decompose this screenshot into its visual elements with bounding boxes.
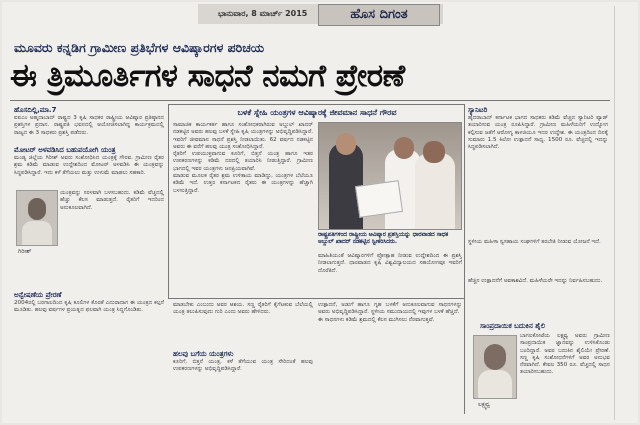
- left-subhead-2: ಅನ್ವೇಷಣೆಯ ಪ್ರೇರಣೆ: [14, 291, 62, 299]
- page-edge: [614, 6, 615, 420]
- left-text-1: ಐಐಎಂ ಅಹ್ಮದಾಬಾದ್ ರಾಷ್ಟ್ರದ 3 ಕೃಷಿ ಸಾಧಕರ ರಾಷ್ಟ್ರೀಯ ಆವಿಷ್ಕಾರ ಪ್ರತಿಷ್ಠಾನದ ಪ್ರಶಸ್ತಿಗಳ ಪ್ರದಾನ. ರಾಷ್ಟ್ರಪತಿ ಭವನದಲ್ಲಿ ಆಯೋಜಿಸಲಾಗಿದ್ದ ಕಾರ್ಯಕ್ರಮದಲ್ಲಿ ರಾಜ್ಯದ ಈ 3 ಸಾಧಕರು ಪ್ರಶಸ್ತಿ ಪಡೆದರು.: [14, 115, 164, 136]
- right-subhead-1: ಸ್ಯಾನಿಟರಿ: [468, 106, 488, 114]
- newspaper-name: ಹೊಸ ದಿಗಂತ: [318, 4, 440, 26]
- left-subhead-1: ಮೋಟರ್ ಅಳವಡಿಸಿದ ಬಹುಪಯೋಗಿ ಯಂತ್ರ: [14, 146, 116, 154]
- left-text-3: ಯಂತ್ರವನ್ನು ಸರಳವಾಗಿ ಬಳಸಬಹುದು. ಕಡಿಮೆ ವೆಚ್ಚದಲ್ಲಿ ಹೆಚ್ಚು ಕೆಲಸ ಮಾಡುತ್ತದೆ. ರೈತರಿಗೆ ಇದರಿಂದ ಅನುಕೂಲವಾಗಿದೆ.: [60, 190, 164, 211]
- column-rule-right: [464, 104, 465, 414]
- main-headline: ಈ ತ್ರಿಮೂರ್ತಿಗಳ ಸಾಧನೆ ನಮಗೆ ಪ್ರೇರಣೆ: [10, 58, 405, 94]
- center-text-1: ಸಾಮಾಜಿಕ ಕಾರ್ಯಕರ್ತ ಹಾಗೂ ಸಂಶೋಧಕರಾಗಿರುವ ಅಬ್ದುಲ್ ಖಾದರ್ ನಡಕಟ್ಟಿನ ಅವರು ಹಲವು ಬಳಕೆ ಸ್ನೇಹಿ ಕೃಷಿ ಯಂತ್ರಗಳನ್ನು ಅಭಿವೃದ್ಧಿಪಡಿಸಿದ್ದಾರೆ. ಇವರಿಗೆ ಜೀವಮಾನ ಸಾಧನೆ ಪ್ರಶಸ್ತಿ ನೀಡಲಾಯಿತು. 62 ವರ್ಷದ ನಡಕಟ್ಟಿನ ಅವರು ಈ ವರೆಗೆ ಹಲವು ಯಂತ್ರ ಸಂಶೋಧಿಸಿದ್ದಾರೆ. ರೈತರಿಗೆ ಉಪಯುಕ್ತವಾಗುವ ಕೂರಿಗೆ, ಬಿತ್ತನೆ ಯಂತ್ರ ಹಾಗೂ ಇತರ ಉಪಕರಣಗಳನ್ನು ಕಡಿಮೆ ದರದಲ್ಲಿ ತಯಾರಿಸಿ ನೀಡುತ್ತಿದ್ದಾರೆ. ಗ್ರಾಮೀಣ ಭಾಗದಲ್ಲಿ ಇವರ ಯಂತ್ರಗಳು ಜನಪ್ರಿಯವಾಗಿವೆ. ಮಾಡುವ ಮೂಲಕ ರೈತರ ಶ್ರಮ ಉಳಿತಾಯ ಮಾಡಿದ್ದು, ಯಂತ್ರಗಳ ಬೆಲೆಯೂ ಕಡಿಮೆ ಇದೆ. ಉತ್ತರ ಕರ್ನಾಟಕದ ರೈತರು ಈ ಯಂತ್ರಗಳನ್ನು ಹೆಚ್ಚಾಗಿ ಬಳಸುತ್ತಿದ್ದಾರೆ.: [173, 122, 313, 194]
- right-subhead-2: ಸಾಂಪ್ರದಾಯಿಕ ಬದುಕಿನ ಶೈಲಿ: [480, 322, 546, 330]
- left-text-2: ಮಂಡ್ಯ ಜಿಲ್ಲೆಯ ಗಿರೀಶ್ ಅವರು ಸಂಶೋಧಿಸಿದ ಯಂತ್ರಕ್ಕೆ ಗೌರವ. ಗ್ರಾಮೀಣ ರೈತರ ಶ್ರಮ ಕಡಿಮೆ ಮಾಡುವ ಉದ್ದೇಶದಿಂದ ಮೋಟರ್ ಅಳವಡಿಸಿ ಈ ಯಂತ್ರವನ್ನು ಸಿದ್ಧಪಡಿಸಿದ್ದಾರೆ. ಇದು ಕಳೆ ತೆಗೆಯಲು ಮತ್ತು ಉಳುಮೆ ಮಾಡಲು ಸಹಕಾರಿ.: [14, 155, 164, 176]
- lakshmavva-photo: [473, 335, 517, 399]
- column-rule-left: [168, 104, 169, 299]
- center-text-4: ಮಾಹಿತಿಯಂತೆ ಆವಿಷ್ಕಾರಗಳಿಗೆ ಪ್ರೋತ್ಸಾಹ ನೀಡುವ ಉದ್ದೇಶದಿಂದ ಈ ಪ್ರಶಸ್ತಿ ನೀಡಲಾಗುತ್ತದೆ. ಧಾರವಾಡದ ಕೃಷಿ ವಿಶ್ವವಿದ್ಯಾಲಯದ ಸಹಯೋಗವೂ ಇವರಿಗೆ ದೊರೆತಿದೆ.: [318, 253, 462, 274]
- lakshmavva-caption: ಲಕ್ಷ್ಮವ್ವ: [478, 401, 490, 408]
- center-subhead: ಹಲವು ಬಗೆಯ ಯಂತ್ರಗಳು: [173, 350, 234, 358]
- dateline: ಹೊಸದಿಲ್ಲಿ,ಮಾ.7: [14, 106, 57, 114]
- headline-rule: [10, 100, 610, 101]
- right-text-4: ಬಾಗಲಕೋಟೆಯ ಲಕ್ಷ್ಮವ್ವ ಅವರು ಗ್ರಾಮೀಣ ಸಾಂಪ್ರದಾಯಿಕ ಜ್ಞಾನವನ್ನು ಉಳಿಸಿಕೊಂಡು ಬಂದಿದ್ದಾರೆ. ಅವರ ಬದುಕಿನ ಶೈಲಿಯೇ ಪ್ರೇರಣೆ. ಸಣ್ಣ ಕೃಷಿ ಸಂಶೋಧನೆಗಳಿಗೆ ಅವರ ಅನುಭವ ನೆರವಾಗಿದೆ. ಕೇವಲ 350 ರೂ. ವೆಚ್ಚದಲ್ಲಿ ಸಾಧನ ತಯಾರಿಸಬಹುದು.: [520, 333, 610, 376]
- award-photo-caption: ರಾಷ್ಟ್ರಪತಿಗಳಿಂದ ರಾಷ್ಟ್ರೀಯ ಆವಿಷ್ಕಾರ ಪ್ರಶಸ್ತಿಯನ್ನು ಧಾರವಾಡದ ಸಾಧಕ ಅಬ್ದುಲ್ ಖಾದರ್ ನಡಕಟ್ಟಿನ ಸ್ವೀಕರಿಸಿದರು.: [318, 232, 449, 246]
- right-text-2: ಸ್ಥಳೀಯ ಮಹಿಳಾ ಸ್ವಸಹಾಯ ಸಂಘಗಳಿಗೆ ತರಬೇತಿ ನೀಡುವ ಯೋಜನೆ ಇದೆ.: [468, 239, 601, 245]
- right-text-5: ಉತ್ಪಾದನೆ, ಅಡುಗೆ ಹಾಗೂ ಗೃಹ ಬಳಕೆಗೆ ಅನುಕೂಲವಾಗುವ ಸಾಧನಗಳನ್ನು ಅವರು ಅಭಿವೃದ್ಧಿಪಡಿಸಿದ್ದಾರೆ. ಸ್ಥಳೀಯ ಸಮುದಾಯದಲ್ಲಿ ಇವುಗಳ ಬಳಕೆ ಹೆಚ್ಚಿದೆ. ಈ ಸಾಧನಗಳು ಕಡಿಮೆ ಶ್ರಮದಲ್ಲಿ ಕೆಲಸ ಮುಗಿಸಲು ನೆರವಾಗುತ್ತವೆ.: [318, 302, 462, 323]
- box-top-rule: [168, 104, 464, 105]
- girish-photo: [16, 190, 58, 246]
- left-text-4: 2004ರಲ್ಲಿ ಬರಗಾಲದಿಂದ ಕೃಷಿ ಕೂಲಿಗಳ ಕೊರತೆ ಎದುರಾದಾಗ ಈ ಯಂತ್ರದ ಕಲ್ಪನೆ ಮೂಡಿತು. ಹಲವು ವರ್ಷಗಳ ಪ್ರಯತ್ನದ ಫಲವಾಗಿ ಯಂತ್ರ ಸಿದ್ಧಗೊಂಡಿತು.: [14, 300, 164, 314]
- box-bottom-rule: [168, 298, 464, 299]
- right-text-3: ಹೆಚ್ಚಿನ ಉತ್ಪಾದನೆಗೆ ಅವಕಾಶವಿದೆ. ಮಹಿಳೆಯರೇ ಇದನ್ನು ನಿರ್ವಹಿಸಬಹುದು.: [468, 278, 603, 284]
- center-bottom-text-2: ಕೂರಿಗೆ, ಬಿತ್ತನೆ ಯಂತ್ರ, ಕಳೆ ತೆಗೆಯುವ ಯಂತ್ರ ಸೇರಿದಂತೆ ಹಲವು ಉಪಕರಣಗಳನ್ನು ಅಭಿವೃದ್ಧಿಪಡಿಸಿದ್ದಾರೆ.: [173, 359, 313, 373]
- award-photo: [318, 122, 462, 230]
- kicker-line: ಮೂವರು ಕನ್ನಡಿಗ ಗ್ರಾಮೀಣ ಪ್ರತಿಭೆಗಳ ಆವಿಷ್ಕಾರಗಳ ಪರಿಚಯ: [14, 40, 265, 55]
- issue-date: ಭಾನುವಾರ, 8 ಮಾರ್ಚ್ 2015: [218, 9, 308, 18]
- girish-caption: ಗಿರೀಶ್: [18, 248, 32, 255]
- center-box-title: ಬಳಕೆ ಸ್ನೇಹಿ ಯಂತ್ರಗಳ ಆವಿಷ್ಕಾರಕ್ಕೆ ಜೀವಮಾನ ಸಾಧನೆ ಗೌರವ: [237, 108, 397, 117]
- right-text-1: ಹೈದರಾಬಾದ್ ಕರ್ನಾಟಕ ಭಾಗದ ಸಾಧಕರು ಕಡಿಮೆ ವೆಚ್ಚದ ಸ್ಯಾನಿಟರಿ ಪ್ಯಾಡ್ ತಯಾರಿಸುವ ಯಂತ್ರ ರೂಪಿಸಿದ್ದಾರೆ. ಗ್ರಾಮೀಣ ಮಹಿಳೆಯರಿಗೆ ಉದ್ಯೋಗ ಕಲ್ಪಿಸುವ ಜತೆಗೆ ಆರೋಗ್ಯ ಕಾಳಜಿಯೂ ಇದರ ಉದ್ದೇಶ. ಈ ಯಂತ್ರದಿಂದ ದಿನಕ್ಕೆ ಸುಮಾರು 1.5 ಕಿಲೋ ಉತ್ಪಾದನೆ ಸಾಧ್ಯ. 1500 ರೂ. ವೆಚ್ಚದಲ್ಲಿ ಇದನ್ನು ಸಿದ್ಧಪಡಿಸಲಾಗಿದೆ.: [468, 115, 608, 151]
- center-bottom-text: ಮಾಡಬೇಕು ಎಂಬುದು ಅವರ ಆಶಯ. ಸಣ್ಣ ರೈತರಿಗೆ ಕೈಗೆಟಕುವ ಬೆಲೆಯಲ್ಲಿ ಯಂತ್ರ ತಲುಪಿಸುವುದು ಗುರಿ ಎಂದು ಅವರು ಹೇಳಿದರು.: [173, 302, 313, 316]
